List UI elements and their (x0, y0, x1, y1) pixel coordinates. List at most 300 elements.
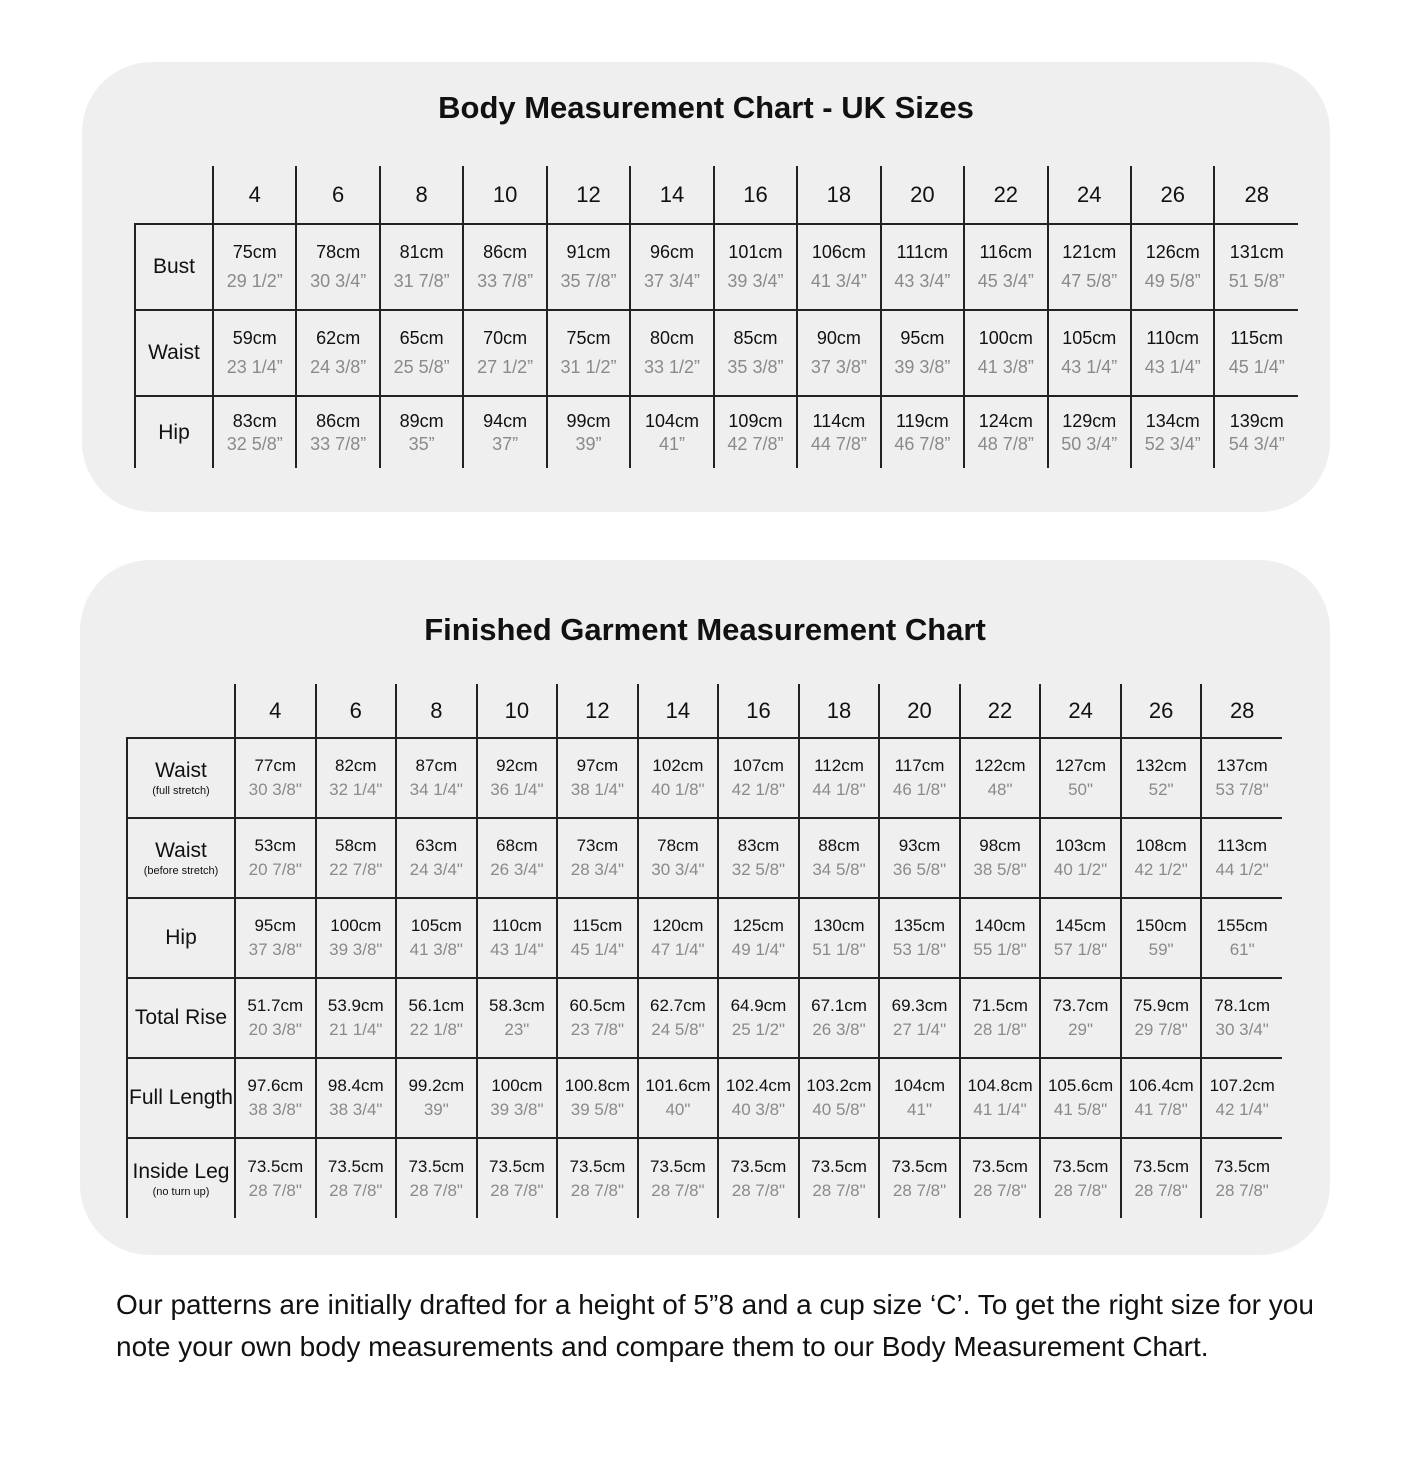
measurement-cell (797, 224, 880, 310)
measurement-cell (1201, 738, 1282, 818)
size-header: 12 (557, 684, 638, 738)
inch-value: 23" (504, 1020, 530, 1039)
cm-value: 53cm (254, 836, 297, 855)
measurement-cell (547, 310, 630, 396)
cm-value: 78cm (316, 242, 361, 262)
cm-value: 114cm (812, 410, 866, 431)
measurement-cell (718, 1138, 799, 1218)
measurement-cell (1214, 396, 1298, 468)
cm-value: 70cm (483, 328, 528, 348)
measurement-cell (1214, 224, 1298, 310)
row-label-text: Total Rise (134, 1006, 228, 1029)
cm-value: 119cm (896, 410, 949, 431)
cm-value: 100cm (330, 916, 382, 935)
inch-value: 44 1/8" (812, 780, 866, 799)
inch-value: 28 7/8" (490, 1180, 544, 1200)
measurement-cell (235, 1138, 316, 1218)
inch-value: 35 7/8” (560, 271, 617, 291)
inch-value: 32 1/4" (329, 780, 383, 799)
size-header: 22 (960, 684, 1041, 738)
inch-value: 34 5/8" (812, 860, 866, 879)
measurement-cell (1040, 898, 1121, 978)
measurement-cell (714, 396, 797, 468)
inch-value: 33 7/8” (477, 271, 534, 291)
cm-value: 62cm (316, 328, 361, 348)
measurement-cell (638, 1058, 719, 1138)
cm-value: 126cm (1145, 242, 1200, 262)
inch-value: 28 1/8" (973, 1020, 1027, 1039)
cm-value: 107.2cm (1209, 1076, 1275, 1095)
inch-value: 35” (408, 433, 435, 454)
cm-value: 93cm (898, 836, 941, 855)
inch-value: 39 5/8" (570, 1100, 625, 1119)
inch-value: 40 1/2" (1053, 860, 1108, 879)
cm-value: 125cm (732, 916, 784, 935)
inch-value: 47 1/4" (651, 940, 705, 959)
cm-value: 82cm (335, 756, 377, 775)
cm-value: 75cm (232, 242, 277, 262)
measurement-cell (718, 978, 799, 1058)
cm-value: 140cm (974, 916, 1026, 935)
measurement-cell (477, 898, 558, 978)
measurement-cell (799, 898, 880, 978)
inch-value: 41" (907, 1100, 932, 1119)
inch-value: 32 5/8” (226, 433, 283, 454)
size-header: 20 (881, 166, 964, 224)
inch-value: 49 1/4" (731, 940, 786, 959)
inch-value: 52 3/4” (1144, 433, 1201, 454)
cm-value: 104cm (894, 1076, 946, 1095)
measurement-cell (799, 1058, 880, 1138)
garment-measurement-table (126, 684, 1282, 1218)
row-label-text: Bust (152, 255, 196, 278)
cm-value: 98cm (979, 836, 1021, 855)
cm-value: 78cm (657, 836, 699, 855)
cm-value: 107cm (732, 756, 784, 775)
cm-value: 96cm (649, 242, 694, 262)
cm-value: 104.8cm (967, 1076, 1033, 1095)
measurement-cell (396, 738, 477, 818)
cm-value: 51.7cm (247, 996, 304, 1015)
size-header: 22 (964, 166, 1047, 224)
size-header: 4 (235, 684, 316, 738)
size-header: 8 (380, 166, 463, 224)
row-sublabel-text: (no turn up) (152, 1185, 210, 1198)
measurement-cell (396, 978, 477, 1058)
cm-value: 73.5cm (891, 1156, 948, 1176)
cm-value: 86cm (316, 410, 361, 431)
cm-value: 113cm (1217, 836, 1268, 855)
cm-value: 134cm (1145, 410, 1200, 431)
inch-value: 28 3/4" (570, 860, 625, 879)
measurement-cell (638, 978, 719, 1058)
garment-measurement-panel (80, 560, 1330, 1255)
measurement-cell (316, 738, 397, 818)
cm-value: 78.1cm (1214, 996, 1271, 1015)
cm-value: 117cm (894, 756, 945, 775)
inch-value: 52" (1148, 780, 1174, 799)
inch-value: 21 1/4" (329, 1020, 383, 1039)
measurement-cell (960, 818, 1041, 898)
measurement-cell (235, 738, 316, 818)
cm-value: 58cm (335, 836, 377, 855)
inch-value: 31 7/8” (393, 271, 450, 291)
inch-value: 33 7/8” (310, 433, 367, 454)
table-row (135, 224, 1298, 310)
measurement-cell (638, 898, 719, 978)
cm-value: 73cm (576, 836, 619, 855)
cm-value: 85cm (733, 328, 778, 348)
inch-value: 43 1/4" (490, 940, 544, 959)
measurement-cell (316, 978, 397, 1058)
cm-value: 137cm (1216, 756, 1268, 775)
inch-value: 38 1/4" (570, 780, 625, 799)
measurement-cell (718, 1058, 799, 1138)
measurement-cell (960, 898, 1041, 978)
inch-value: 29" (1068, 1020, 1094, 1039)
inch-value: 25 5/8” (393, 357, 450, 377)
cm-value: 97.6cm (247, 1076, 304, 1095)
inch-value: 38 3/8" (248, 1100, 302, 1119)
row-label-text: Waist (148, 341, 200, 364)
table-row (127, 818, 1282, 898)
row-label (135, 310, 213, 396)
cm-value: 73.5cm (811, 1156, 867, 1176)
inch-value: 43 1/4” (1061, 357, 1118, 377)
measurement-cell (557, 1138, 638, 1218)
cm-value: 106cm (811, 242, 866, 262)
measurement-cell (296, 396, 379, 468)
measurement-cell (881, 224, 964, 310)
cm-value: 122cm (974, 756, 1026, 775)
inch-value: 55 1/8" (973, 940, 1027, 959)
measurement-cell (547, 224, 630, 310)
measurement-cell (960, 738, 1041, 818)
measurement-cell (235, 898, 316, 978)
size-header: 28 (1201, 684, 1282, 738)
measurement-cell (960, 1058, 1041, 1138)
inch-value: 42 1/8" (731, 780, 786, 799)
cm-value: 63cm (415, 836, 458, 855)
measurement-cell (879, 738, 960, 818)
measurement-cell (296, 224, 379, 310)
inch-value: 50 3/4” (1061, 433, 1118, 454)
size-header-row (135, 166, 1298, 224)
inch-value: 23 7/8" (570, 1020, 625, 1039)
cm-value: 73.5cm (730, 1156, 787, 1176)
measurement-cell (630, 396, 713, 468)
cm-value: 95cm (900, 328, 945, 348)
cm-value: 102.4cm (725, 1076, 792, 1095)
measurement-cell (1040, 1138, 1121, 1218)
row-label-text: Hip (158, 420, 190, 444)
inch-value: 37 3/8" (248, 940, 302, 959)
cm-value: 73.5cm (1133, 1156, 1189, 1176)
cm-value: 80cm (649, 328, 694, 348)
inch-value: 24 5/8" (651, 1020, 705, 1039)
inch-value: 33 1/2” (643, 357, 701, 377)
cm-value: 108cm (1135, 836, 1187, 855)
inch-value: 42 7/8” (727, 433, 784, 454)
row-label (135, 396, 213, 468)
cm-value: 101.6cm (645, 1076, 711, 1095)
inch-value: 42 1/2" (1134, 860, 1188, 879)
cm-value: 110cm (491, 916, 542, 935)
measurement-cell (960, 1138, 1041, 1218)
body-measurement-table (134, 166, 1298, 468)
inch-value: 45 3/4” (977, 271, 1034, 291)
inch-value: 28 7/8" (570, 1180, 625, 1200)
inch-value: 30 3/4" (1215, 1020, 1269, 1039)
inch-value: 41 7/8" (1134, 1100, 1188, 1119)
inch-value: 48" (987, 780, 1013, 799)
cm-value: 73.7cm (1052, 996, 1109, 1015)
cm-value: 106.4cm (1128, 1076, 1194, 1095)
size-header: 18 (797, 166, 880, 224)
cm-value: 120cm (652, 916, 704, 935)
cm-value: 99cm (566, 410, 611, 431)
cm-value: 83cm (232, 410, 277, 431)
inch-value: 24 3/8” (310, 357, 367, 377)
measurement-cell (316, 818, 397, 898)
cm-value: 75cm (566, 328, 611, 348)
cm-value: 53.9cm (327, 996, 384, 1015)
measurement-cell (380, 224, 463, 310)
inch-value: 53 7/8" (1215, 780, 1269, 799)
size-header: 16 (718, 684, 799, 738)
measurement-cell (396, 1138, 477, 1218)
inch-value: 27 1/2” (477, 357, 534, 377)
size-header: 6 (296, 166, 379, 224)
cm-value: 105.6cm (1047, 1076, 1114, 1095)
cm-value: 58.3cm (488, 996, 545, 1015)
inch-value: 28 7/8" (409, 1180, 463, 1200)
cm-value: 127cm (1055, 756, 1107, 775)
measurement-cell (1201, 898, 1282, 978)
row-label (127, 898, 235, 978)
inch-value: 59" (1148, 940, 1174, 959)
measurement-cell (316, 1058, 397, 1138)
inch-value: 39 3/8” (894, 357, 951, 377)
size-header: 14 (630, 166, 713, 224)
row-label-text: Full Length (129, 1086, 233, 1109)
cm-value: 121cm (1062, 242, 1117, 262)
garment-chart-title: Finished Garment Measurement Chart (424, 612, 986, 647)
row-label (127, 738, 235, 818)
cm-value: 83cm (737, 836, 780, 855)
row-label (135, 224, 213, 310)
size-header: 18 (799, 684, 880, 738)
table-row (127, 1058, 1282, 1138)
table-row (127, 978, 1282, 1058)
measurement-cell (557, 818, 638, 898)
measurement-cell (799, 738, 880, 818)
inch-value: 27 1/4" (892, 1020, 947, 1039)
measurement-cell (1048, 396, 1131, 468)
inch-value: 30 3/4” (310, 271, 367, 291)
size-header-row (127, 684, 1282, 738)
inch-value: 29 7/8" (1134, 1020, 1188, 1039)
cm-value: 101cm (728, 242, 783, 262)
cm-value: 100cm (978, 328, 1033, 348)
measurement-cell (881, 310, 964, 396)
row-sublabel-text: (before stretch) (143, 865, 219, 877)
cm-value: 155cm (1216, 916, 1268, 935)
measurement-cell (477, 818, 558, 898)
measurement-cell (213, 310, 296, 396)
measurement-cell (1048, 310, 1131, 396)
measurement-cell (960, 978, 1041, 1058)
measurement-cell (718, 898, 799, 978)
size-header: 24 (1048, 166, 1131, 224)
inch-value: 40" (665, 1100, 691, 1119)
cm-value: 124cm (978, 410, 1033, 431)
measurement-cell (557, 1058, 638, 1138)
measurement-cell (718, 738, 799, 818)
measurement-cell (380, 396, 463, 468)
measurement-cell (964, 224, 1047, 310)
sizing-note: Our patterns are initially drafted for a height of 5”8 and a cup size ‘C’. To get the right size for you note your own body measurements and compare them to our Body Measurement Chart. (116, 1289, 1314, 1362)
row-label (127, 818, 235, 898)
cm-value: 62.7cm (650, 996, 706, 1015)
cm-value: 67.1cm (811, 996, 867, 1015)
inch-value: 43 3/4” (894, 271, 951, 291)
inch-value: 28 7/8" (731, 1180, 786, 1200)
inch-value: 25 1/2" (731, 1020, 786, 1039)
inch-value: 28 7/8" (1053, 1180, 1108, 1200)
measurement-cell (718, 818, 799, 898)
measurement-cell (316, 898, 397, 978)
corner-cell (127, 684, 235, 738)
inch-value: 22 1/8" (409, 1020, 463, 1039)
measurement-cell (638, 738, 719, 818)
cm-value: 145cm (1055, 916, 1107, 935)
measurement-cell (1201, 978, 1282, 1058)
cm-value: 105cm (1062, 328, 1117, 348)
inch-value: 29 1/2” (226, 271, 283, 291)
cm-value: 105cm (410, 916, 462, 935)
cm-value: 75.9cm (1133, 996, 1189, 1015)
inch-value: 41 5/8" (1053, 1100, 1108, 1119)
measurement-cell (547, 396, 630, 468)
size-header: 26 (1131, 166, 1214, 224)
size-header: 10 (477, 684, 558, 738)
cm-value: 73.5cm (650, 1156, 706, 1176)
table-row (127, 898, 1282, 978)
cm-value: 73.5cm (247, 1156, 304, 1176)
inch-value: 54 3/4” (1228, 433, 1285, 454)
measurement-cell (1131, 310, 1214, 396)
size-header: 26 (1121, 684, 1202, 738)
cm-value: 132cm (1135, 756, 1187, 775)
cm-value: 91cm (566, 242, 611, 262)
inch-value: 57 1/8" (1053, 940, 1108, 959)
size-header: 4 (213, 166, 296, 224)
row-label-text: Waist (155, 839, 207, 862)
cm-value: 64.9cm (730, 996, 787, 1015)
inch-value: 30 3/8" (248, 780, 302, 799)
cm-value: 81cm (399, 242, 444, 262)
measurement-cell (477, 1058, 558, 1138)
inch-value: 23 1/4” (226, 357, 283, 377)
measurement-cell (316, 1138, 397, 1218)
row-label-text: Hip (165, 926, 197, 949)
measurement-cell (396, 818, 477, 898)
cm-value: 68cm (496, 836, 538, 855)
measurement-cell (235, 978, 316, 1058)
inch-value: 45 1/4" (570, 940, 625, 959)
body-measurement-panel (82, 62, 1330, 512)
cm-value: 60.5cm (569, 996, 626, 1015)
inch-value: 39 3/8" (329, 940, 383, 959)
row-label (127, 1138, 235, 1218)
inch-value: 38 3/4" (329, 1100, 383, 1119)
measurement-cell (1121, 1058, 1202, 1138)
inch-value: 39 3/4” (727, 271, 784, 291)
measurement-cell (630, 310, 713, 396)
row-label-text: Inside Leg (132, 1159, 230, 1183)
measurement-cell (477, 978, 558, 1058)
cm-value: 97cm (576, 756, 619, 775)
inch-value: 51 5/8” (1228, 271, 1285, 291)
cm-value: 130cm (813, 916, 865, 935)
cm-value: 100.8cm (564, 1076, 630, 1095)
cm-value: 110cm (1146, 328, 1200, 348)
cm-value: 100cm (491, 1076, 543, 1095)
cm-value: 73.5cm (972, 1156, 1028, 1176)
measurement-cell (799, 978, 880, 1058)
inch-value: 43 1/4” (1144, 357, 1201, 377)
measurement-cell (296, 310, 379, 396)
inch-value: 36 1/4" (490, 780, 544, 799)
inch-value: 53 1/8" (892, 940, 947, 959)
inch-value: 40 1/8" (651, 780, 705, 799)
cm-value: 99.2cm (408, 1076, 465, 1095)
measurement-cell (879, 978, 960, 1058)
measurement-cell (1201, 818, 1282, 898)
measurement-cell (396, 898, 477, 978)
measurement-cell (714, 224, 797, 310)
inch-value: 28 7/8" (1215, 1180, 1269, 1200)
inch-value: 28 7/8" (1134, 1180, 1188, 1200)
inch-value: 35 3/8” (727, 357, 784, 377)
cm-value: 103.2cm (806, 1076, 872, 1095)
measurement-cell (477, 1138, 558, 1218)
inch-value: 39" (423, 1100, 449, 1119)
row-label (127, 978, 235, 1058)
measurement-cell (557, 898, 638, 978)
inch-value: 36 5/8" (892, 860, 947, 879)
inch-value: 32 5/8" (731, 860, 786, 879)
body-chart-title: Body Measurement Chart - UK Sizes (438, 90, 974, 125)
row-label (127, 1058, 235, 1138)
inch-value: 50" (1068, 780, 1094, 799)
cm-value: 150cm (1135, 916, 1187, 935)
cm-value: 73.5cm (569, 1156, 626, 1176)
measurement-cell (1121, 898, 1202, 978)
inch-value: 28 7/8" (892, 1180, 947, 1200)
measurement-cell (1121, 738, 1202, 818)
measurement-cell (1121, 978, 1202, 1058)
inch-value: 41” (658, 433, 685, 454)
measurement-cell (1214, 310, 1298, 396)
cm-value: 115cm (572, 916, 623, 935)
cm-value: 73.5cm (1052, 1156, 1109, 1176)
cm-value: 71.5cm (972, 996, 1028, 1015)
row-sublabel-text: (full stretch) (152, 785, 210, 797)
measurement-cell (557, 978, 638, 1058)
inch-value: 46 1/8" (892, 780, 947, 799)
